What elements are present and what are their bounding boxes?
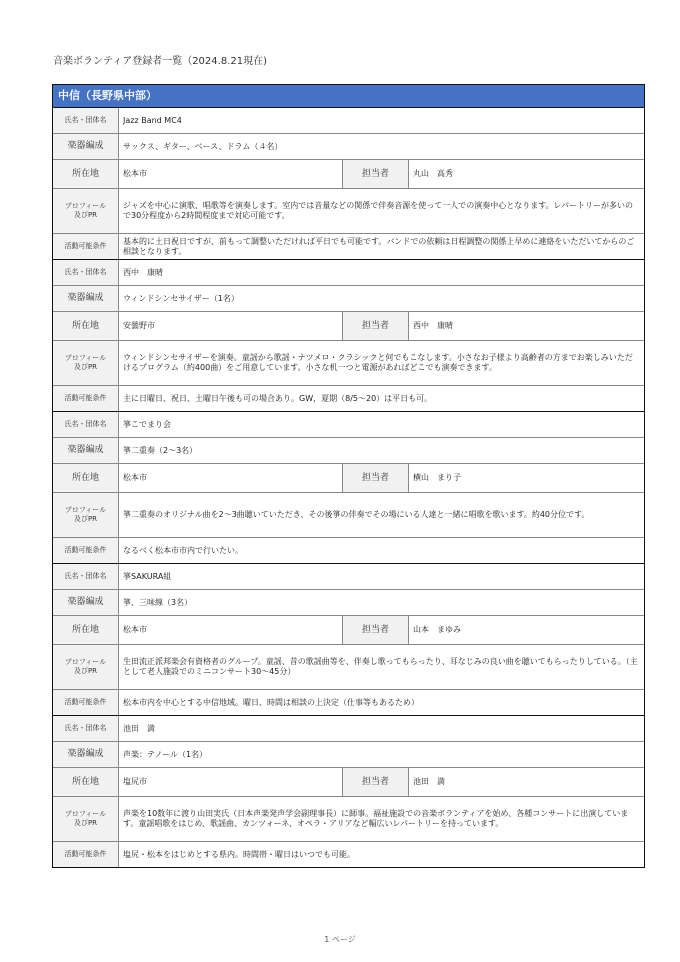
- name-label: 氏名・団体名: [53, 716, 119, 741]
- profile-label-line2: 及びPR: [73, 515, 98, 523]
- location-label: 所在地: [53, 464, 119, 492]
- conditions-row: [53, 690, 644, 715]
- conditions-label: 活動可能条件: [53, 538, 119, 563]
- contact-label: 担当者: [343, 464, 409, 492]
- contact-value: 西中 康晴: [413, 321, 453, 330]
- conditions-label: 活動可能条件: [53, 690, 119, 715]
- name-label: 氏名・団体名: [53, 412, 119, 437]
- entry-card: [53, 108, 644, 260]
- conditions-value: なるべく松本市市内で行いたい。: [123, 545, 243, 555]
- instruments-label: 楽器編成: [53, 590, 119, 615]
- name-row: [53, 108, 644, 134]
- profile-label-line1: プロフィール: [64, 810, 107, 818]
- conditions-label: 活動可能条件: [53, 386, 119, 411]
- document-title: 音楽ボランティア登録者一覧（2024.8.21現在): [53, 56, 267, 67]
- profile-label: [53, 493, 119, 537]
- instruments-label: 楽器編成: [53, 742, 119, 767]
- location-row: [53, 464, 644, 493]
- page-number: 1 ページ: [324, 935, 356, 944]
- volunteer-table: [52, 84, 645, 868]
- conditions-row: [53, 386, 644, 411]
- profile-label-line2: 及びPR: [73, 211, 98, 219]
- contact-label: 担当者: [343, 768, 409, 796]
- instruments-row: [53, 286, 644, 312]
- contact-value: 山本 まゆみ: [413, 625, 461, 634]
- name-value: 箏こでまり会: [123, 419, 171, 429]
- profile-label: [53, 189, 119, 233]
- profile-value: ジャズを中心に演歌、唱歌等を演奏します。室内では音量などの関係で伴奏音源を使って一人での演奏中心となります。レパートリーが多いので30分程度から2時間程度まで対応可能です。: [123, 201, 633, 220]
- conditions-row: [53, 234, 644, 259]
- location-row: [53, 768, 644, 797]
- instruments-label: 楽器編成: [53, 286, 119, 311]
- name-row: [53, 260, 644, 286]
- profile-row: [53, 645, 644, 690]
- instruments-row: [53, 590, 644, 616]
- name-label: 氏名・団体名: [53, 108, 119, 133]
- name-value: Jazz Band MC4: [123, 115, 182, 125]
- profile-value: 箏二重奏のオリジナル曲を2〜3曲聴いていただき、その後箏の伴奏でその場にいる人達と一緒に唱歌を歌います。約40分位です。: [123, 510, 590, 519]
- conditions-value: 塩尻・松本をはじめとする県内。時間帯・曜日はいつでも可能。: [123, 849, 355, 859]
- instruments-row: [53, 134, 644, 160]
- name-value: 池田 満: [123, 723, 155, 733]
- location-value: 松本市: [119, 616, 343, 644]
- location-label: 所在地: [53, 616, 119, 644]
- name-value: 西中 康晴: [123, 267, 163, 277]
- entry-card: [53, 260, 644, 412]
- profile-label-line2: 及びPR: [73, 667, 98, 675]
- contact-label: 担当者: [343, 616, 409, 644]
- instruments-label: 楽器編成: [53, 438, 119, 463]
- instruments-value: 箏二重奏（2〜3名）: [123, 445, 198, 455]
- profile-row: [53, 341, 644, 386]
- profile-label: [53, 797, 119, 841]
- profile-value: ウィンドシンセサイザーを演奏。童謡から歌謡・ナツメロ・クラシックと何でもこなします。小さなお子様より高齢者の方までお楽しみいただけるプログラム（約400曲）をご用意しています。小さな机一つと電源があればどこでも演奏できます。: [123, 353, 633, 372]
- name-label: 氏名・団体名: [53, 260, 119, 285]
- profile-label-line2: 及びPR: [73, 363, 98, 371]
- profile-label-line2: 及びPR: [73, 819, 98, 827]
- conditions-label: 活動可能条件: [53, 234, 119, 259]
- conditions-value: 基本的に土日祝日ですが、前もって調整いただければ平日でも可能です。バンドでの依頼は日程調整の関係上早めに連絡をいただいてからのご相談となります。: [123, 236, 635, 256]
- contact-label: 担当者: [343, 160, 409, 188]
- name-row: [53, 412, 644, 438]
- location-value: 松本市: [119, 160, 343, 188]
- profile-label-line1: プロフィール: [64, 202, 107, 210]
- location-value: 安曇野市: [119, 312, 343, 340]
- conditions-label: 活動可能条件: [53, 842, 119, 867]
- location-label: 所在地: [53, 160, 119, 188]
- location-label: 所在地: [53, 768, 119, 796]
- name-row: [53, 564, 644, 590]
- location-label: 所在地: [53, 312, 119, 340]
- profile-row: [53, 493, 644, 538]
- profile-label-line1: プロフィール: [64, 354, 107, 362]
- location-row: [53, 616, 644, 645]
- instruments-value: 声楽：テノール（1名）: [123, 749, 208, 759]
- entry-card: [53, 716, 644, 867]
- entry-card: [53, 564, 644, 716]
- location-row: [53, 312, 644, 341]
- entry-card: [53, 412, 644, 564]
- conditions-value: 主に日曜日、祝日、土曜日午後も可の場合あり。GW，夏期（8/5〜20）は平日も可。: [123, 393, 433, 403]
- profile-label-line1: プロフィール: [64, 506, 107, 514]
- name-label: 氏名・団体名: [53, 564, 119, 589]
- conditions-row: [53, 538, 644, 563]
- profile-label-line1: プロフィール: [64, 658, 107, 666]
- instruments-value: 箏、三味線（3名）: [123, 597, 193, 607]
- location-value: 松本市: [119, 464, 343, 492]
- contact-label: 担当者: [343, 312, 409, 340]
- instruments-value: ウィンドシンセサイザー（1名）: [123, 293, 239, 303]
- profile-label: [53, 645, 119, 689]
- name-value: 箏SAKURA組: [123, 571, 172, 581]
- profile-row: [53, 797, 644, 842]
- profile-label: [53, 341, 119, 385]
- conditions-value: 松本市内を中心とする中信地域。曜日、時間は相談の上決定（仕事等もあるため）: [123, 697, 419, 707]
- contact-value: 丸山 高秀: [413, 169, 453, 178]
- instruments-label: 楽器編成: [53, 134, 119, 159]
- profile-value: 声楽を10数年に渡り山田実氏（日本声楽発声学会副理事長）に師事。福祉施設での音楽ボランティアを始め、各種コンサートに出演しています。童謡唱歌をはじめ、歌謡曲、カンツォーネ、オペラ・アリアなど幅広いレパートリーを持っています。: [123, 809, 629, 828]
- instruments-row: [53, 742, 644, 768]
- contact-value: 池田 満: [413, 777, 445, 786]
- name-row: [53, 716, 644, 742]
- profile-row: [53, 189, 644, 234]
- conditions-row: [53, 842, 644, 867]
- location-row: [53, 160, 644, 189]
- instruments-value: サックス、ギター、ベース、ドラム（４名）: [123, 141, 283, 151]
- contact-value: 横山 まり子: [413, 473, 461, 482]
- profile-value: 生田流正派邦楽会有資格者のグループ。童謡、昔の歌謡曲等を、伴奏し歌ってもらったり、耳なじみの良い曲を聴いてもらったりしている。（主として老人施設でのミニコンサート30〜45分）: [123, 657, 638, 676]
- instruments-row: [53, 438, 644, 464]
- region-header: 中信（長野県中部）: [53, 85, 644, 108]
- location-value: 塩尻市: [119, 768, 343, 796]
